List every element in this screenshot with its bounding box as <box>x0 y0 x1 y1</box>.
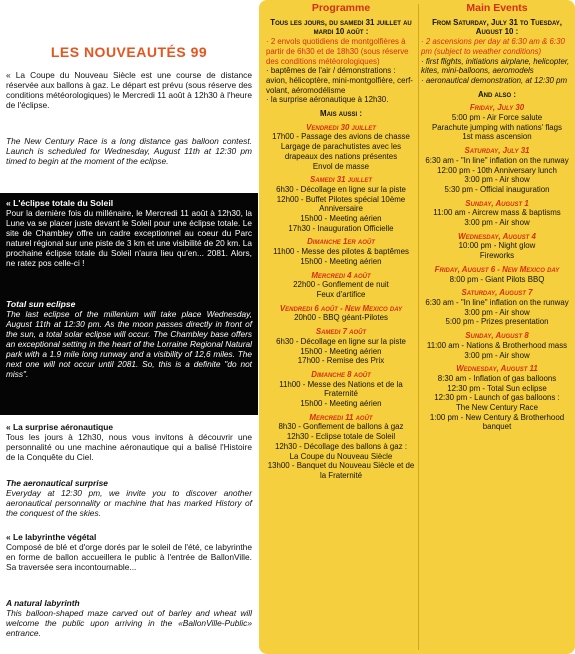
events-event-line: 6:30 am - "In line" inflation on the runway <box>425 155 569 165</box>
events-intro-a: · 2 ascensions per day at 6:30 am & 6:30 pm (subject to weather conditions) <box>421 37 565 56</box>
events-day <box>421 146 573 195</box>
events-event-line: Fireworks <box>479 251 515 261</box>
events-day-title: Sunday, August 1 <box>465 198 529 208</box>
programme-event-line: Largage de parachutistes avec les drapeaux des nations présentes <box>280 142 402 161</box>
surprise-en <box>6 478 252 518</box>
events-event-line: 5:00 pm - Air Force salute <box>451 113 543 123</box>
events-event-line: 3:00 pm - Air show <box>464 175 530 185</box>
programme-event-line: 17h00 - Remise des Prix <box>297 356 385 366</box>
programme-event-line: 12h30 - Eclipse totale de Soleil <box>286 432 396 442</box>
programme-event-line: 17h00 - Passage des avions de chasse <box>272 132 410 142</box>
programme-event-line: 12h00 - Buffet Pilotes spécial 10ème Anniversaire <box>276 194 406 214</box>
events-event-line: Parachute jumping with nations' flags <box>431 122 563 132</box>
surprise-fr <box>6 422 252 462</box>
surprise-fr-heading: « La surprise aéronautique <box>6 422 114 432</box>
events-event-line: 3:00 pm - Air show <box>464 218 530 228</box>
events-title: Main Events <box>466 2 528 14</box>
programme-event-line: 15h00 - Meeting aérien <box>300 256 382 266</box>
programme-event-line: 8h30 - Gonflement de ballons à gaz <box>278 422 404 432</box>
programme-day <box>266 123 416 172</box>
programme-day-title: Mercredi 11 août <box>309 412 373 422</box>
programme-event-line: 11h00 - Messe des pilotes & baptêmes <box>273 247 409 257</box>
programme-title: Programme <box>311 2 371 14</box>
coupe-en <box>6 136 252 166</box>
laby-en-text: This balloon-shaped maze carved out of barley and wheat will welcome the public upon arriving in the «BallonVille-Public» entrance. <box>6 608 252 639</box>
programme-intro: Tous les jours, du samedi 31 juillet au mardi 10 août : <box>270 17 412 37</box>
programme-day-title: Samedi 7 août <box>315 327 367 337</box>
events-day <box>421 331 573 360</box>
events-intro: From Saturday, July 31 to Tuesday, August 10 : <box>432 17 562 37</box>
programme-event-line: 12h30 - Décollage des ballons à gaz : <box>274 441 408 451</box>
programme-day <box>266 327 416 366</box>
events-event-line: 6:30 am - "In line" inflation on the runway <box>425 297 569 307</box>
events-day <box>421 199 573 228</box>
events-event-line: 3:00 pm - Air show <box>464 307 530 317</box>
programme-event-line: 11h00 - Messe des Nations et de la Fraternité <box>279 379 403 399</box>
events-day-title: Sunday, August 8 <box>465 331 529 341</box>
events-event-line: 11:00 am - Nations & Brotherhood mass <box>426 340 568 350</box>
eclipse-fr-text: Pour la dernière fois du millénaire, le Mercredi 11 août à 12h30, la Lune va se placer juste devant le Soleil pour une éclipse totale. Le site de Chambley offre un cadre exceptionnel au coeur du Parc naturel régional sur une piste de 3 km et une visibilité de 20 km. La prochaine éclipse totale du Soleil n'aura lieu qu'en... 2081. Alors, ne ratez pos celle-ci ! <box>6 208 252 268</box>
events-intro-c: · aeronautical demonstration, at 12:30 pm <box>421 75 568 85</box>
programme-event-line: 17h30 - Inauguration Officielle <box>288 223 394 233</box>
programme-event-line: 20h00 - BBQ géant-Pilotes <box>294 313 388 323</box>
events-column <box>421 0 573 432</box>
laby-en <box>6 598 252 638</box>
events-event-line: The New Century Race <box>455 403 538 413</box>
programme-day <box>266 413 416 481</box>
events-day-title: Wednesday, August 11 <box>456 364 538 374</box>
surprise-fr-text: Tous les jours à 12h30, nous vous invitons à découvrir une personnalité ou une machine aéronautique qui a balisé l'Histoire de la Conquête du Ciel. <box>6 432 252 463</box>
coupe-fr <box>6 70 252 110</box>
surprise-en-heading: The aeronautical surprise <box>6 478 108 488</box>
events-event-line: 5:00 pm - Prizes presentation <box>445 317 549 327</box>
events-event-line: 11:00 am - Aircrew mass & baptisms <box>433 208 561 218</box>
events-day <box>421 288 573 327</box>
eclipse-fr-heading: « L'éclipse totale du Soleil <box>6 198 114 208</box>
programme-intro-c: · la surprise aéronautique à 12h30. <box>266 95 389 105</box>
programme-event-line: Feux d'artifice <box>316 289 366 299</box>
events-intro-b: · first flights, initiations airplane, helicopter, kites, mini-balloons, aeromodels <box>421 56 570 76</box>
events-day-title: Saturday, July 31 <box>464 146 530 156</box>
events-event-line: 12:00 pm - 10th Anniversary lunch <box>437 165 557 175</box>
programme-event-line: 15h00 - Meeting aérien <box>300 346 382 356</box>
programme-day <box>266 175 416 233</box>
programme-day <box>266 271 416 300</box>
events-event-line: 12:30 pm - Launch of gas balloons : <box>434 393 560 403</box>
laby-fr <box>6 532 252 572</box>
eclipse-box <box>0 193 258 415</box>
events-day-title: Wednesday, August 4 <box>458 231 536 241</box>
programme-day-title: Vendredi 6 août - New Mexico day <box>279 303 403 313</box>
programme-event-line: Envol de masse <box>312 161 370 171</box>
surprise-en-text: Everyday at 12:30 pm, we invite you to discover another aeronautical personnality or machine that has marked History of the conquest of the skies. <box>6 488 252 519</box>
programme-event-line: 15h00 - Meeting aérien <box>300 399 382 409</box>
programme-event-line: 6h30 - Décollage en ligne sur la piste <box>276 336 406 346</box>
left-column <box>0 0 258 654</box>
events-event-line: 12:30 pm - Total Sun eclipse <box>447 383 547 393</box>
programme-event-line: 13h00 - Banquet du Nouveau Siècle et de la Fraternité <box>267 461 415 480</box>
coupe-fr-text: « La Coupe du Nouveau Siècle est une course de distance réservée aux ballons à gaz. Le départ est prévu (sous réserve des conditions météorologiques) le Mercredi 11 août à 12h30 à l'heure de l'éclipse. <box>6 70 252 111</box>
programme-event-line: 15h00 - Meeting aérien <box>300 214 382 224</box>
events-day <box>421 364 573 432</box>
events-event-line: 5:30 pm - Official inauguration <box>444 184 550 194</box>
programme-day <box>266 370 416 409</box>
programme-mais: Mais aussi : <box>320 109 362 119</box>
events-day <box>421 265 573 284</box>
programme-day-title: Mercredi 4 août <box>311 270 371 280</box>
programme-day <box>266 304 416 323</box>
events-day <box>421 232 573 261</box>
programme-event-line: La Coupe du Nouveau Siècle <box>289 451 393 461</box>
events-day <box>421 103 573 142</box>
eclipse-en-heading: Total sun eclipse <box>6 299 76 309</box>
programme-day-title: Dimanche 8 août <box>311 369 371 379</box>
programme-intro-a: · 2 envols quotidiens de montgolfières à partir de 6h30 et de 18h30 (sous réserve des conditions météorologiques) <box>266 37 409 66</box>
events-event-line: 8:00 pm - Giant Pilots BBQ <box>449 274 545 284</box>
events-event-line: 1:00 pm - New Century & Brotherhood banquet <box>429 412 565 432</box>
programme-day <box>266 237 416 266</box>
events-event-line: 3:00 pm - Air show <box>464 350 530 360</box>
coupe-en-text: The New Century Race is a long distance gas balloon contest. Launch is scheduled for Wednesday, August 11th at 12:30 pm timed to begin at the moment of the eclipse. <box>6 136 252 167</box>
events-also: And also : <box>477 89 517 99</box>
programme-event-line: 22h00 - Gonflement de nuit <box>293 280 389 290</box>
laby-fr-text: Composé de blé et d'orge dorés par le soleil de l'été, ce labyrinthe en forme de ballon accueillera le public à l'entrée de BallonVille. Sa traversée sera incontournable... <box>6 542 252 573</box>
programme-intro-b: · baptêmes de l'air / démonstrations : avion, hélicoptère, mini-montgolfière, cerf-volant, aéromodélisme <box>266 66 413 95</box>
laby-fr-heading: « Le labyrinthe végétal <box>6 532 97 542</box>
programme-day-title: Vendredi 30 juillet <box>306 122 376 132</box>
programme-event-line: 6h30 - Décollage en ligne sur la piste <box>276 184 406 194</box>
programme-day-title: Samedi 31 juillet <box>309 175 373 185</box>
events-event-line: 1st mass ascension <box>462 132 532 142</box>
programme-column <box>266 0 416 481</box>
eclipse-en-text: The last eclipse of the millenium will take place Wednesday, August 11th at 12:30 pm. As the moon passes directly in front of the sun, a total solar eclipse will occur. The Chambley base offers an exceptional setting in the heart of the Lorraine Regional Natural park with a 1.9 mile long runway and a visibility of 12,6 miles. The next one will not occur until 2081. So, this is a definite "do not miss". <box>6 309 252 379</box>
laby-en-heading: A natural labyrinth <box>6 598 80 608</box>
events-day-title: Saturday, August 7 <box>461 288 533 298</box>
events-event-line: 10:00 pm - Night glow <box>458 241 536 251</box>
events-day-title: Friday, July 30 <box>469 103 525 113</box>
events-event-line: 8:30 am - Inflation of gas balloons <box>437 373 557 383</box>
programme-day-title: Dimanche 1er août <box>307 237 375 247</box>
column-divider <box>418 4 419 650</box>
page-title: LES NOUVEAUTÉS 99 <box>50 44 208 60</box>
events-day-title: Friday, August 6 - New Mexico day <box>434 264 560 274</box>
